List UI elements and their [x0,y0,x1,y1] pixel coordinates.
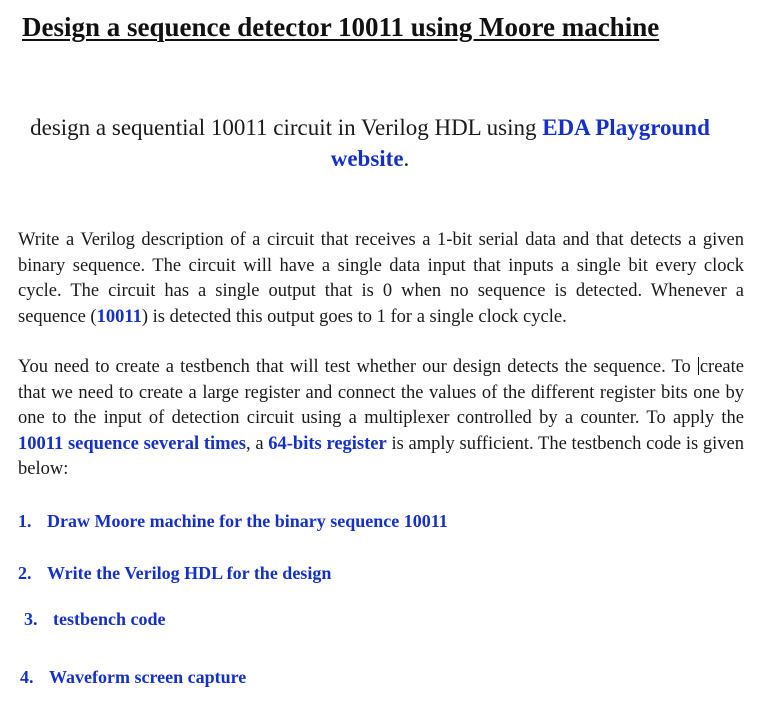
testbench-text-c: , a [245,433,269,454]
testbench-text-d: is amply sufficient. The testbench code is given below: [18,433,744,480]
eda-playground-link[interactable]: EDA Playground website [330,115,710,171]
testbench-text-a: You need to create a testbench that will test whether our design detects the sequence. To [18,357,691,377]
testbench-paragraph [18,355,744,483]
task-label: Waveform screen capture [49,667,247,687]
subtitle-period: . [403,146,410,171]
task-number: 2. [18,563,32,583]
text-cursor [698,357,699,375]
task-label: testbench code [53,609,166,629]
task-item [24,609,165,630]
task-number: 3. [24,609,38,629]
subtitle [20,112,720,174]
description-text-start: Write a Verilog description of a circuit that receives a 1-bit serial data and that detects a given binary sequence. The circuit will have a single data input that inputs a single bit every clock cycle. The circuit has a single output that is 0 when no sequence is detected. Whenever a sequence ( [18,230,744,327]
subtitle-text: design a sequential 10011 circuit in Verilog HDL using [30,115,543,140]
task-item [18,511,448,532]
register-size-highlight: 64-bits register [268,433,387,454]
task-label: Draw Moore machine for the binary sequence 10011 [47,511,448,531]
task-item [20,667,246,688]
task-number: 4. [20,667,34,687]
sequence-repeat-highlight: 10011 sequence several times [18,433,246,454]
sequence-highlight: 10011 [96,306,142,327]
testbench-text-b: create that we need to create a large register and connect the values of the different register bits one by one to the input of detection circuit using a multiplexer controlled by a counter. To apply the [18,357,744,429]
task-number: 1. [18,511,32,531]
task-label: Write the Verilog HDL for the design [47,563,332,583]
task-item [18,563,331,584]
description-paragraph [18,228,744,330]
description-text-end: ) is detected this output goes to 1 for a single clock cycle. [141,306,567,327]
page-title: Design a sequence detector 10011 using Moore machine [22,12,660,42]
